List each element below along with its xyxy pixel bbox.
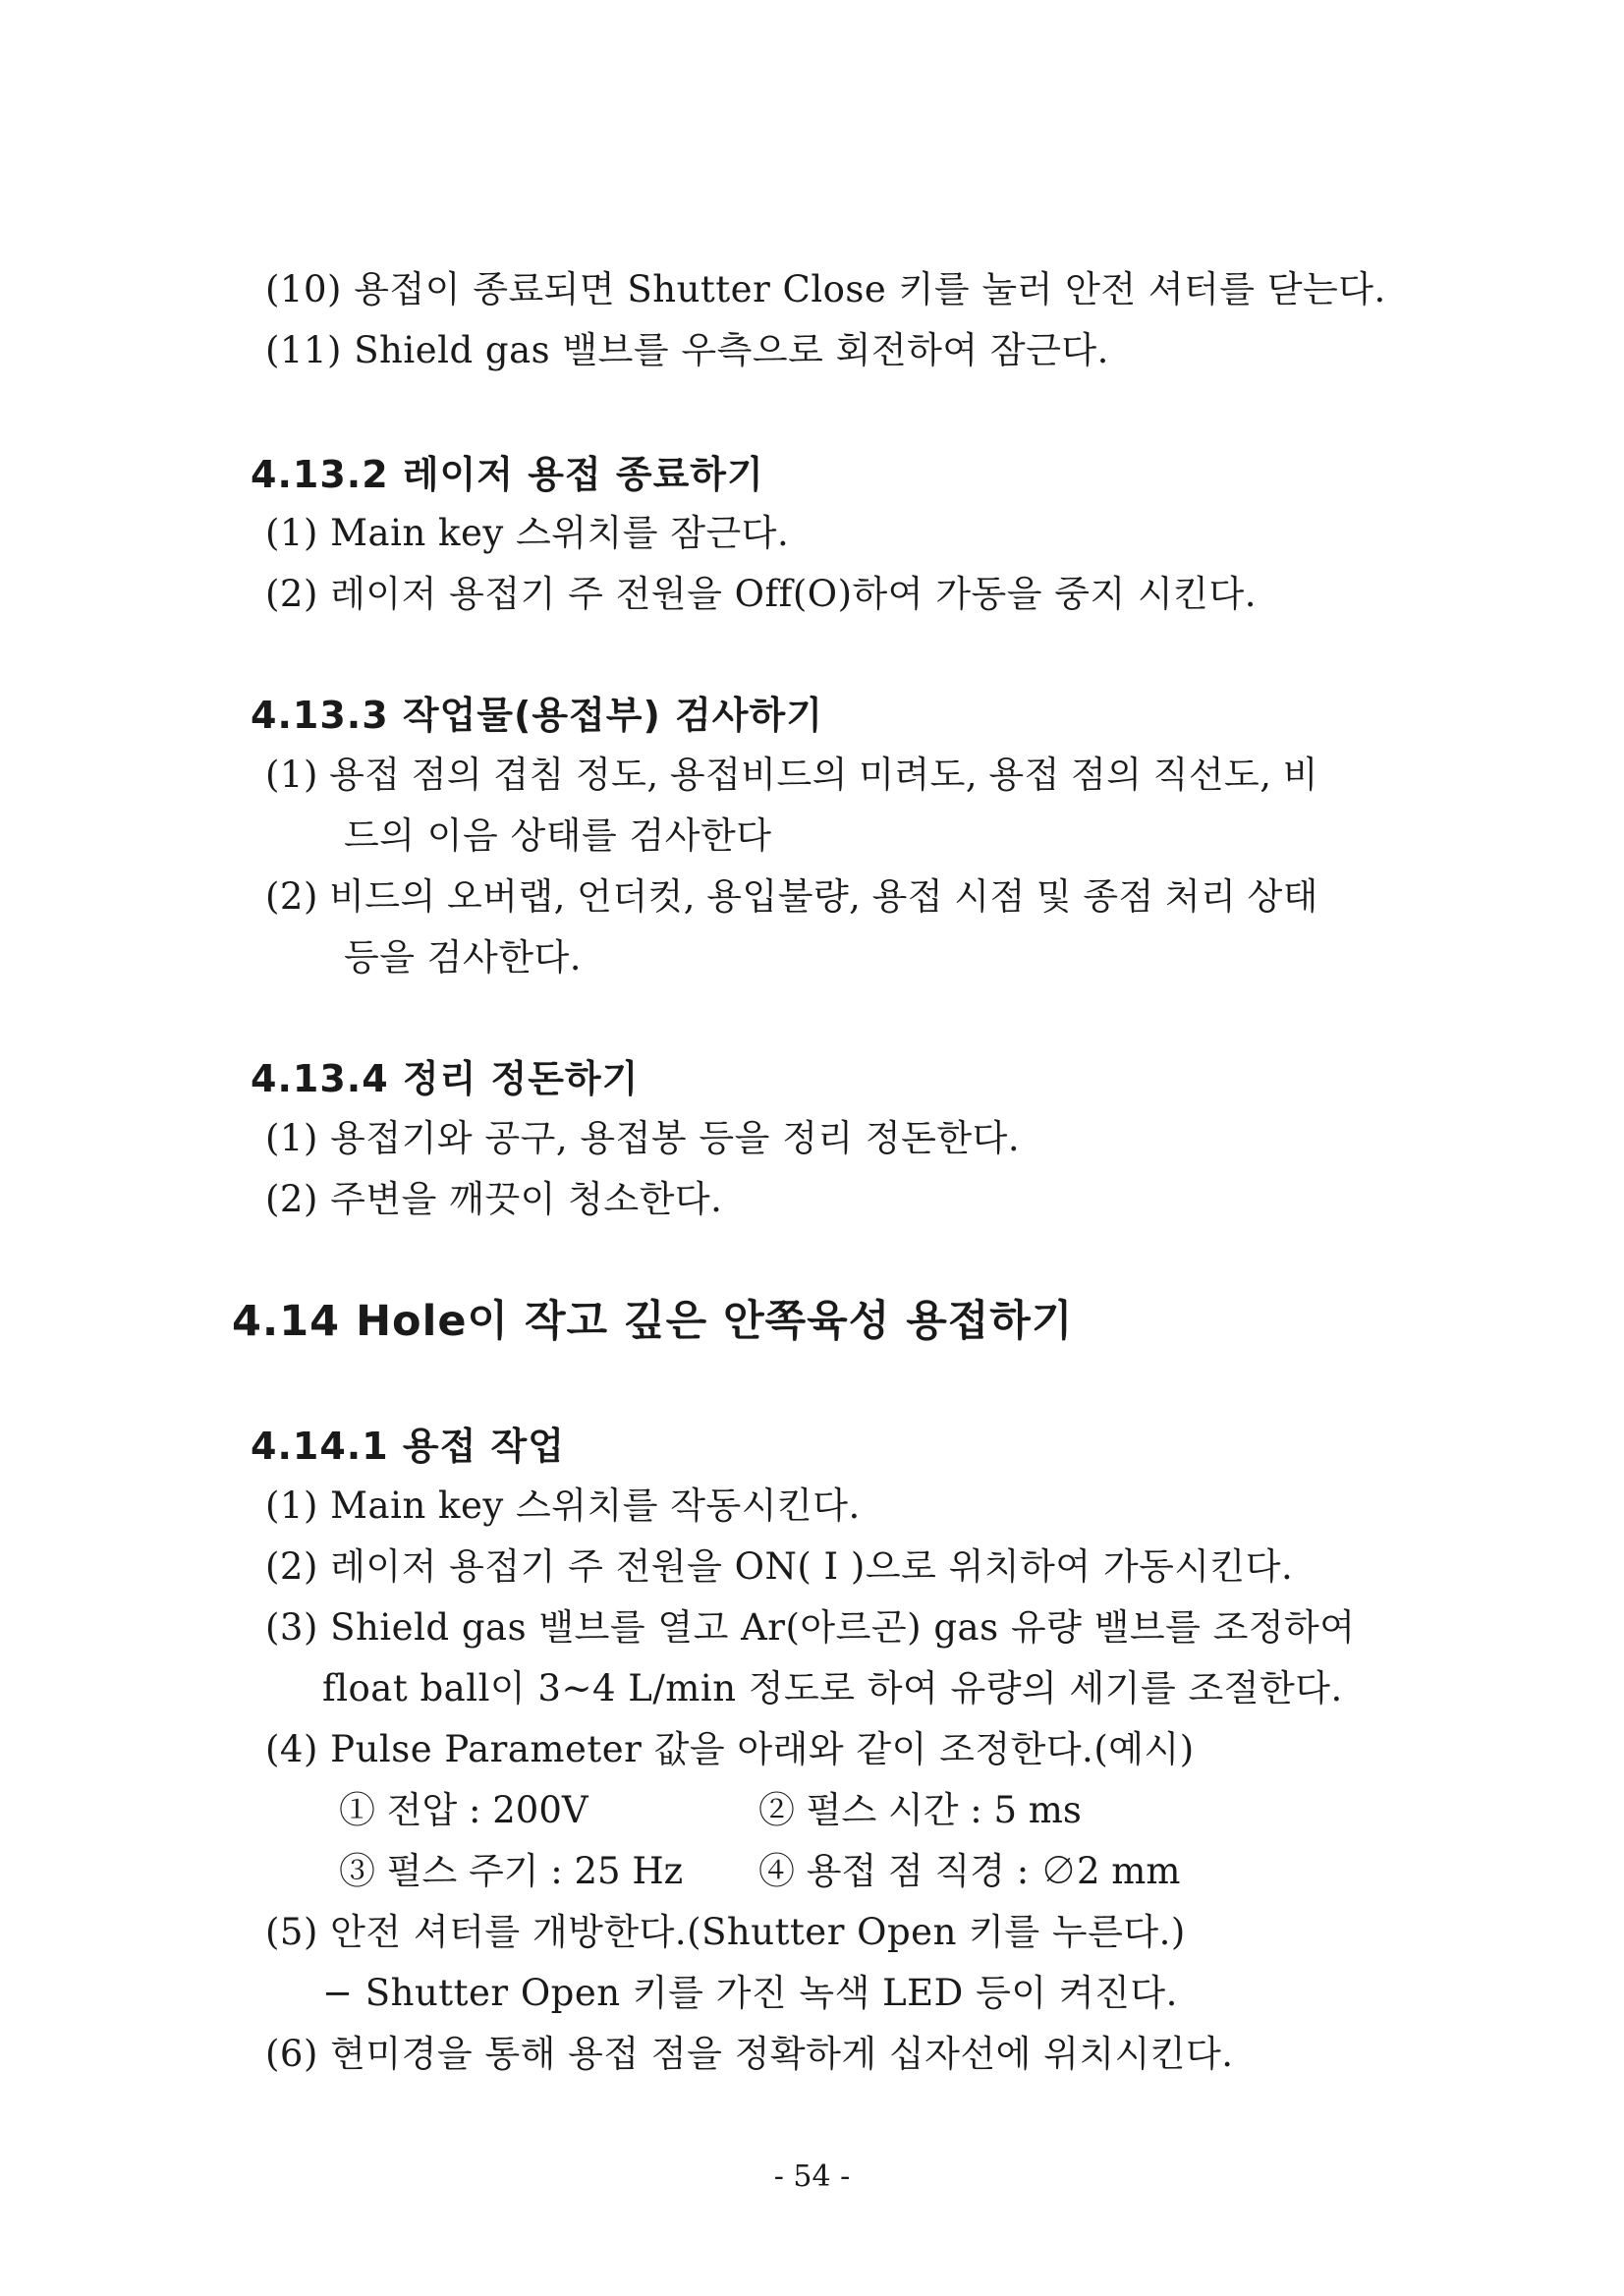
word: 점의 (1070, 754, 1143, 796)
param-pulse-period: ③ 펄스 주기 : 25 Hz (339, 1850, 684, 1892)
word: 직선도, (1152, 754, 1272, 796)
param-voltage: ① 전압 : 200V (339, 1789, 588, 1831)
word: 미려도, (859, 754, 979, 796)
word: 용입불량, (706, 875, 862, 918)
word: 상태 (1247, 875, 1318, 918)
word: 비드의 (329, 875, 436, 918)
word: 종점 (1083, 875, 1154, 918)
list-item: (6) 현미경을 통해 용접 점을 정확하게 십자선에 위치시킨다. (265, 2033, 1234, 2075)
section-heading-4-14: 4.14 Hole이 작고 깊은 안쪽육성 용접하기 (232, 1297, 1074, 1346)
word: (1) (265, 754, 318, 796)
list-item-continuation: float ball이 3~4 L/min 정도로 하여 유량의 세기를 조절한다. (322, 1667, 1343, 1709)
page-number: - 54 - (773, 2159, 851, 2194)
list-item-2-line-2: 등을 검사한다. (344, 936, 582, 979)
word: 용접 (871, 875, 944, 918)
word: 점의 (411, 754, 483, 796)
list-item: (1) 용접기와 공구, 용접봉 등을 정리 정돈한다. (265, 1117, 1021, 1159)
word: 용접비드의 (669, 754, 849, 796)
section-heading-4-13-4: 4.13.4 정리 정돈하기 (251, 1057, 640, 1100)
param-spot-diameter: ④ 용접 점 직경 : ∅2 mm (758, 1850, 1181, 1892)
list-item: (2) 레이저 용접기 주 전원을 ON( I )으로 위치하여 가동시킨다. (265, 1545, 1294, 1588)
section-heading-4-14-1: 4.14.1 용접 작업 (251, 1425, 565, 1468)
list-item-11: (11) Shield gas 밸브를 우측으로 회전하여 잠근다. (265, 329, 1109, 371)
list-item-1-line-1 (265, 753, 1318, 798)
word: (2) (265, 875, 318, 918)
word: 용접 (329, 754, 401, 796)
word: 언더컷, (577, 875, 697, 918)
list-item: (3) Shield gas 밸브를 열고 Ar(아르곤) gas 유량 밸브를 조정하여 (265, 1606, 1356, 1649)
list-item: (1) Main key 스위치를 잠근다. (265, 512, 790, 554)
list-item-10: (10) 용접이 종료되면 Shutter Close 키를 눌러 안전 셔터를 닫는다. (265, 268, 1386, 310)
word: 처리 (1164, 875, 1237, 918)
section-heading-4-13-3: 4.13.3 작업물(용접부) 검사하기 (251, 694, 823, 737)
section-heading-4-13-2: 4.13.2 레이저 용접 종료하기 (251, 453, 764, 496)
list-item-2-line-1 (265, 874, 1318, 920)
word: 시점 (954, 875, 1026, 918)
word: 오버랩, (446, 875, 566, 918)
word: 비 (1282, 754, 1318, 796)
list-sub-item: − Shutter Open 키를 가진 녹색 LED 등이 켜진다. (322, 1972, 1178, 2014)
word: 용접 (988, 754, 1060, 796)
list-item: (2) 레이저 용접기 주 전원을 Off(O)하여 가동을 중지 시킨다. (265, 573, 1258, 615)
word: 및 (1036, 875, 1073, 918)
word: 정도, (575, 754, 659, 796)
word: 겹침 (493, 754, 565, 796)
list-item: (1) Main key 스위치를 작동시킨다. (265, 1484, 861, 1527)
list-item-1-line-2: 드의 이음 상태를 검사한다 (344, 814, 772, 857)
list-item: (2) 주변을 깨끗이 청소한다. (265, 1178, 723, 1220)
list-item: (4) Pulse Parameter 값을 아래와 같이 조정한다.(예시) (265, 1728, 1195, 1770)
list-item: (5) 안전 셔터를 개방한다.(Shutter Open 키를 누른다.) (265, 1911, 1186, 1953)
param-pulse-time: ② 펄스 시간 : 5 ms (758, 1789, 1082, 1831)
